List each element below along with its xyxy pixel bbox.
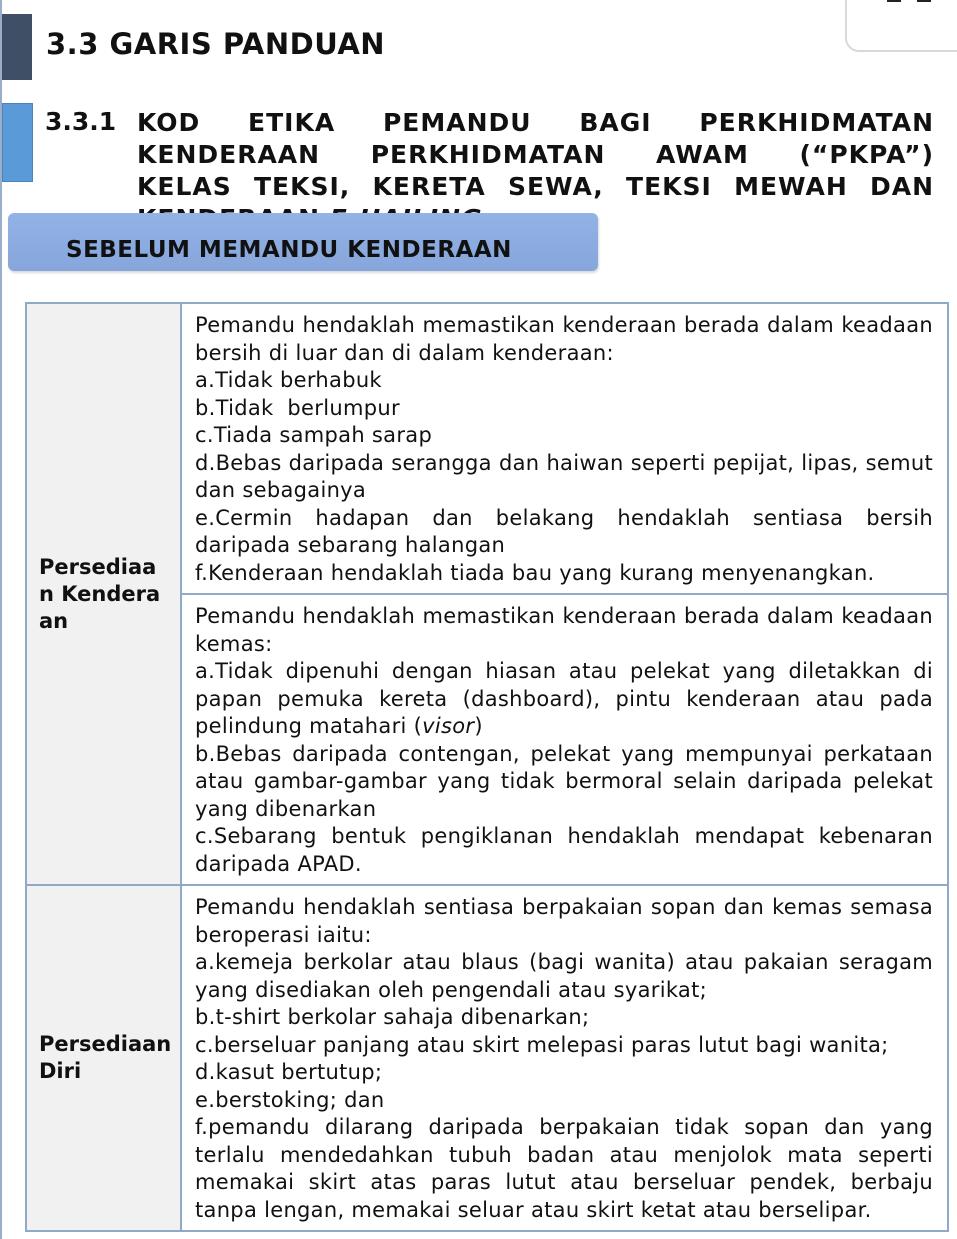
cell-intro: Pemandu hendaklah memastikan kenderaan berada dalam keadaan kemas: bbox=[195, 604, 933, 656]
list-item-text: a.Tidak dipenuhi dengan hiasan atau pelekat yang diletakkan di papan pemuka kereta (dashboard), pintu kenderaan atau pada pelindung matahari ( bbox=[195, 659, 933, 738]
vehicle-cleanliness-cell bbox=[181, 303, 948, 594]
list-item: e.berstoking; dan bbox=[195, 1087, 385, 1112]
list-item: c.Sebarang bentuk pengiklanan hendaklah mendapat kebenaran daripada APAD. bbox=[195, 824, 933, 876]
phase-banner-label: SEBELUM MEMANDU KENDERAAN bbox=[66, 237, 512, 263]
subsection-title-line: KELAS TEKSI, KERETA SEWA, TEKSI MEWAH DAN bbox=[137, 172, 934, 201]
vehicle-tidiness-cell bbox=[181, 594, 948, 885]
row-heading-vehicle bbox=[26, 303, 181, 885]
list-item-text: ) bbox=[474, 714, 483, 738]
list-item-italic: visor bbox=[422, 714, 475, 738]
list-item: a.kemeja berkolar atau blaus (bagi wanita) atau pakaian seragam yang disediakan oleh pengendali atau syarikat; bbox=[195, 950, 933, 1002]
subsection-marker-bar bbox=[2, 103, 33, 182]
guideline-table bbox=[25, 302, 949, 1232]
fullscreen-icon bbox=[887, 0, 931, 10]
subsection-title-line: KENDERAAN PERKHIDMATAN AWAM (“PKPA”) bbox=[137, 140, 934, 169]
fullscreen-button[interactable] bbox=[845, 0, 957, 52]
subsection-number: 3.3.1 bbox=[45, 107, 117, 136]
row-heading-self bbox=[26, 885, 181, 1231]
row-heading-vehicle-text: Persediaan Kenderaan bbox=[39, 554, 161, 633]
list-item bbox=[195, 658, 933, 741]
row-heading-self-text: Persediaan Diri bbox=[39, 1032, 172, 1083]
cell-intro: Pemandu hendaklah sentiasa berpakaian sopan dan kemas semasa beroperasi iaitu: bbox=[195, 895, 933, 947]
subsection-title-line: KOD ETIKA PEMANDU BAGI PERKHIDMATAN bbox=[137, 108, 934, 137]
list-item: f.pemandu dilarang daripada berpakaian tidak sopan dan yang terlalu mendedahkan tubuh badan atau menjolok mata seperti memakai skirt atas paras lutut atau berseluar pendek, berbaju tanpa lengan, memakai seluar atau skirt ketat atau berselipar. bbox=[195, 1115, 933, 1222]
list-item: b.Tidak berlumpur bbox=[195, 395, 400, 420]
list-item: f.Kenderaan hendaklah tiada bau yang kurang menyenangkan. bbox=[195, 560, 875, 585]
list-item: b.Bebas daripada contengan, pelekat yang mempunyai perkataan atau gambar-gambar yang tidak bermoral selain daripada pelekat yang dibenarkan bbox=[195, 741, 933, 821]
list-item: b.t-shirt berkolar sahaja dibenarkan; bbox=[195, 1005, 590, 1029]
list-item: c.berseluar panjang atau skirt melepasi paras lutut bagi wanita; bbox=[195, 1032, 889, 1057]
list-item: d.Bebas daripada serangga dan haiwan seperti pepijat, lipas, semut dan sebagainya bbox=[195, 450, 933, 502]
driver-attire-cell bbox=[181, 885, 948, 1231]
section-title: 3.3 GARIS PANDUAN bbox=[46, 27, 386, 61]
page-left-rule bbox=[0, 0, 2, 1239]
list-item: a.Tidak berhabuk bbox=[195, 368, 382, 392]
list-item: e.Cermin hadapan dan belakang hendaklah sentiasa bersih daripada sebarang halangan bbox=[195, 505, 933, 557]
list-item: d.kasut bertutup; bbox=[195, 1060, 383, 1084]
list-item: c.Tiada sampah sarap bbox=[195, 423, 433, 447]
cell-intro: Pemandu hendaklah memastikan kenderaan berada dalam keadaan bersih di luar dan di dalam kenderaan: bbox=[195, 313, 933, 365]
phase-banner bbox=[8, 213, 598, 271]
section-marker-bar bbox=[2, 14, 32, 80]
